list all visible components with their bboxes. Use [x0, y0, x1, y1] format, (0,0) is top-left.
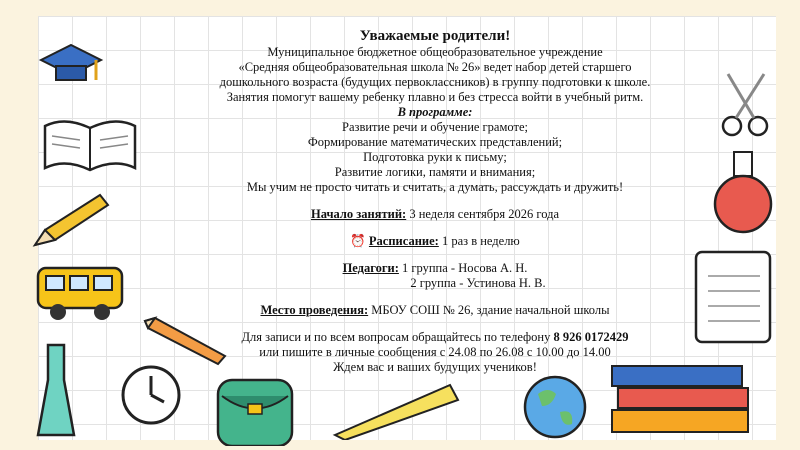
venue-label: Место проведения:: [260, 303, 369, 317]
program-item: Мы учим не просто читать и считать, а думать, рассуждать и дружить!: [246, 180, 624, 194]
program-item: Формирование математических представлений;: [307, 135, 563, 149]
teachers-line: [180, 261, 690, 276]
open-book-icon: [40, 116, 140, 176]
intro-line: Занятия помогут вашему ребенку плавно и без стресса войти в учебный ритм.: [226, 90, 644, 104]
scissors-icon: [718, 70, 778, 140]
flask-icon: [36, 340, 76, 440]
teacher-group-2: 2 группа - Устинова Н. В.: [410, 276, 546, 290]
start-date-line: [180, 207, 690, 222]
announcement-text: [180, 28, 690, 375]
alarm-clock-icon: ⏰: [350, 234, 366, 248]
clock-icon: [118, 362, 184, 428]
program-item: Подготовка руки к письму;: [363, 150, 507, 164]
intro-line: «Средняя общеобразовательная школа № 26» ведет набор детей старшего: [238, 60, 632, 74]
phone-number: 8 926 0172429: [553, 330, 629, 344]
school-bus-icon: [36, 262, 126, 324]
schedule-value: 1 раз в неделю: [438, 234, 520, 248]
program-heading: В программе:: [397, 105, 473, 119]
program-item: Развитие логики, памяти и внимания;: [334, 165, 536, 179]
contact-text: Для записи и по всем вопросам обращайтесь по телефону: [241, 330, 554, 344]
notebook-icon: [690, 246, 776, 346]
teachers-label: Педагоги:: [342, 261, 399, 275]
contact-hours: или пишите в личные сообщения с 24.08 по 26.08 с 10.00 до 14.00: [259, 345, 611, 359]
backpack-icon: [210, 366, 300, 446]
start-date-value: 3 неделя сентября 2026 года: [406, 207, 560, 221]
pencil-icon: [30, 190, 110, 250]
ruler-icon: [330, 380, 460, 440]
globe-icon: [520, 372, 590, 442]
start-date-label: Начало занятий:: [310, 207, 407, 221]
teacher-group-1: 1 группа - Носова А. Н.: [398, 261, 528, 275]
graduation-cap-icon: [36, 40, 106, 90]
contact-line: [180, 330, 690, 345]
closing-line: Ждем вас и ваших будущих учеников!: [333, 360, 537, 374]
page-title: Уважаемые родители!: [359, 28, 511, 44]
venue-value: МБОУ СОШ № 26, здание начальной школы: [368, 303, 610, 317]
intro-line: дошкольного возраста (будущих первоклассников) в группу подготовки к школе.: [219, 75, 651, 89]
intro-line: Муниципальное бюджетное общеобразовательное учреждение: [267, 45, 603, 59]
schedule-line: [180, 234, 690, 249]
schedule-label: Расписание:: [368, 234, 439, 248]
venue-line: [180, 303, 690, 318]
program-item: Развитие речи и обучение грамоте;: [342, 120, 528, 134]
round-flask-icon: [706, 150, 782, 234]
